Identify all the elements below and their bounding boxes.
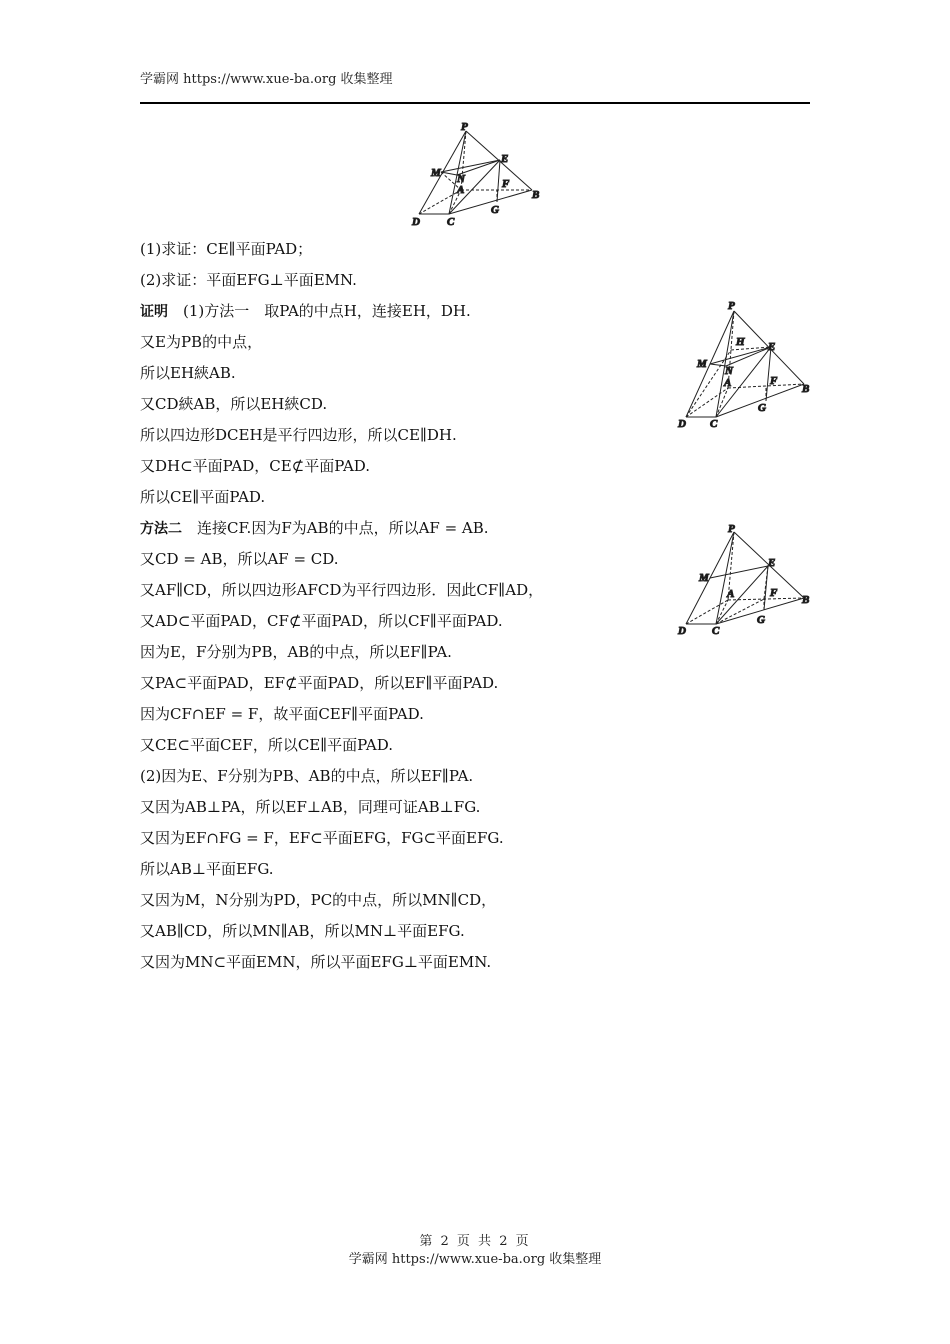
label-a: A xyxy=(457,184,465,196)
text-line-content: 连接CF.因为F为AB的中点，所以AF = AB. xyxy=(182,519,489,537)
text-line-proof-start xyxy=(140,300,680,331)
label-g: G xyxy=(757,614,765,626)
label-c: C xyxy=(712,625,720,637)
label-p: P xyxy=(728,523,735,535)
text-line: 又DH⊂平面PAD，CE⊄平面PAD. xyxy=(140,457,371,475)
pyramid-figure-method2 xyxy=(670,518,820,640)
label-n: N xyxy=(457,173,465,185)
label-e: E xyxy=(501,153,509,165)
label-e: E xyxy=(768,341,776,353)
text-line: 又AF∥CD，所以四边形AFCD为平行四边形．因此CF∥AD， xyxy=(140,581,544,599)
text-line: 又AB∥CD，所以MN∥AB，所以MN⊥平面EFG. xyxy=(140,922,465,940)
text-line: 又E为PB的中点， xyxy=(140,333,263,351)
text-line: 又PA⊂平面PAD，EF⊄平面PAD，所以EF∥平面PAD. xyxy=(140,674,499,692)
label-b: B xyxy=(532,189,540,201)
text-line: 所以EH綊AB. xyxy=(140,364,236,382)
label-n: N xyxy=(725,365,733,377)
proof-heading: 证明 xyxy=(140,304,168,320)
header-rule xyxy=(140,102,810,104)
label-b: B xyxy=(802,594,810,606)
page-header-source: 学霸网 https://www.xue-ba.org 收集整理 xyxy=(140,72,393,87)
label-p: P xyxy=(461,121,468,133)
text-line: 因为E，F分别为PB，AB的中点，所以EF∥PA. xyxy=(140,643,452,661)
text-line: 所以CE∥平面PAD. xyxy=(140,488,266,506)
text-line: 因为CF∩EF = F，故平面CEF∥平面PAD. xyxy=(140,705,424,723)
text-line: 所以AB⊥平面EFG. xyxy=(140,860,274,878)
label-d: D xyxy=(412,216,420,228)
page-number: 第 2 页 共 2 页 xyxy=(419,1234,531,1249)
text-line: 所以四边形DCEH是平行四边形，所以CE∥DH. xyxy=(140,426,457,444)
label-m: M xyxy=(699,572,709,584)
solution-text xyxy=(140,238,680,982)
label-f: F xyxy=(770,375,778,387)
pyramid-figure-main xyxy=(405,118,555,230)
label-a: A xyxy=(724,377,732,389)
text-line: 又CD = AB，所以AF = CD. xyxy=(140,550,339,568)
label-p: P xyxy=(728,300,735,312)
text-line: (2)因为E、F分别为PB、AB的中点，所以EF∥PA. xyxy=(140,767,474,785)
label-c: C xyxy=(447,216,455,228)
text-line: 又CD綊AB，所以EH綊CD. xyxy=(140,395,328,413)
text-line: 又AD⊂平面PAD，CF⊄平面PAD，所以CF∥平面PAD. xyxy=(140,612,503,630)
label-f: F xyxy=(502,178,510,190)
label-g: G xyxy=(491,204,499,216)
label-d: D xyxy=(678,625,686,637)
label-h: H xyxy=(736,336,745,348)
label-g: G xyxy=(758,402,766,414)
label-d: D xyxy=(678,418,686,430)
label-a: A xyxy=(727,588,735,600)
text-line: (2)求证：平面EFG⊥平面EMN. xyxy=(140,271,357,289)
text-line: 又因为EF∩FG = F，EF⊂平面EFG，FG⊂平面EFG. xyxy=(140,829,504,847)
method2-heading: 方法二 xyxy=(140,521,182,537)
text-line: 又因为M，N分别为PD，PC的中点，所以MN∥CD， xyxy=(140,891,497,909)
label-e: E xyxy=(768,557,776,569)
text-line: (1)求证：CE∥平面PAD； xyxy=(140,240,313,258)
text-line: 又CE⊂平面CEF，所以CE∥平面PAD. xyxy=(140,736,393,754)
label-m: M xyxy=(431,167,441,179)
label-f: F xyxy=(770,587,778,599)
text-line-method2 xyxy=(140,517,680,548)
pyramid-figure-method1 xyxy=(670,293,820,433)
label-m: M xyxy=(697,358,707,370)
label-b: B xyxy=(802,383,810,395)
label-c: C xyxy=(710,418,718,430)
text-line-content: (1)方法一 取PA的中点H，连接EH，DH. xyxy=(168,302,471,320)
page-footer-source: 学霸网 https://www.xue-ba.org 收集整理 xyxy=(348,1252,602,1267)
text-line: 又因为MN⊂平面EMN，所以平面EFG⊥平面EMN. xyxy=(140,953,492,971)
text-line: 又因为AB⊥PA，所以EF⊥AB，同理可证AB⊥FG. xyxy=(140,798,481,816)
